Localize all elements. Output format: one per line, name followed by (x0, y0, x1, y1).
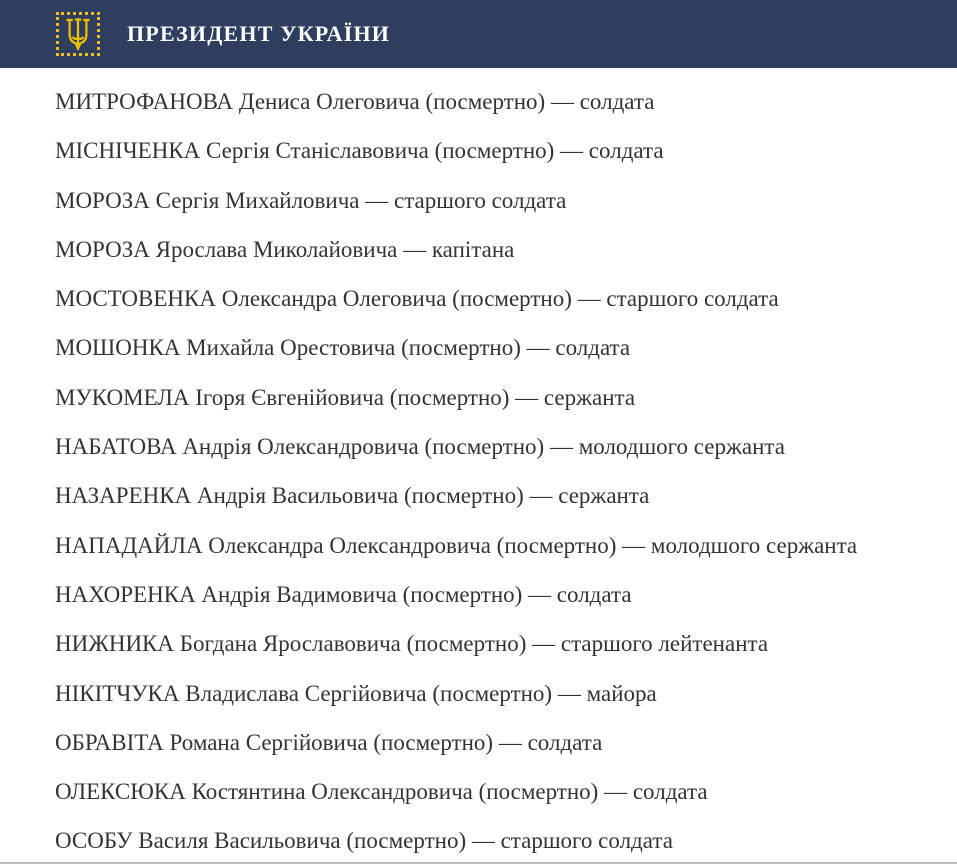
list-item: МОРОЗА Ярослава Миколайовича — капітана (55, 236, 515, 262)
list-item: НИЖНИКА Богдана Ярославовича (посмертно) — старшого лейтенанта (55, 631, 769, 657)
list-item: МУКОМЕЛА Ігоря Євгенійовича (посмертно) — сержанта (55, 384, 636, 410)
list-item: МИТРОФАНОВА Дениса Олеговича (посмертно) — солдата (55, 89, 655, 114)
list-item: НАПАДАЙЛА Олександра Олександровича (посмертно) — молодшого сержанта (55, 532, 858, 558)
section-divider (0, 862, 957, 864)
list-item: НАЗАРЕНКА Андрія Васильовича (посмертно) — сержанта (55, 483, 650, 509)
list-item: ОСОБУ Василя Васильовича (посмертно) — старшого солдата (55, 828, 673, 854)
list-item: МІСНІЧЕНКА Сергія Станіславовича (посмертно) — солдата (55, 138, 664, 164)
list-item: НІКІТЧУКА Владислава Сергійовича (посмертно) — майора (55, 680, 657, 706)
list-item: НАХОРЕНКА Андрія Вадимовича (посмертно) — солдата (55, 581, 632, 607)
site-header (0, 0, 957, 68)
list-item: НАБАТОВА Андрія Олександровича (посмертно) — молодшого сержанта (55, 434, 785, 460)
header-logo-link[interactable] (56, 12, 390, 56)
decree-list (0, 68, 957, 866)
coat-of-arms-emblem (56, 12, 100, 56)
list-item: ОБРАВІТА Романа Сергійовича (посмертно) — солдата (55, 729, 603, 755)
tryzub-icon (64, 17, 92, 51)
list-item: МОРОЗА Сергія Михайловича — старшого солдата (55, 187, 567, 213)
list-item: ОЛЕКСЮКА Костянтина Олександровича (посмертно) — солдата (55, 779, 708, 805)
site-title: ПРЕЗИДЕНТ УКРАЇНИ (127, 21, 391, 46)
list-item: МОШОНКА Михайла Орестовича (посмертно) — солдата (55, 335, 631, 361)
list-item: МОСТОВЕНКА Олександра Олеговича (посмертно) — старшого солдата (55, 286, 779, 312)
